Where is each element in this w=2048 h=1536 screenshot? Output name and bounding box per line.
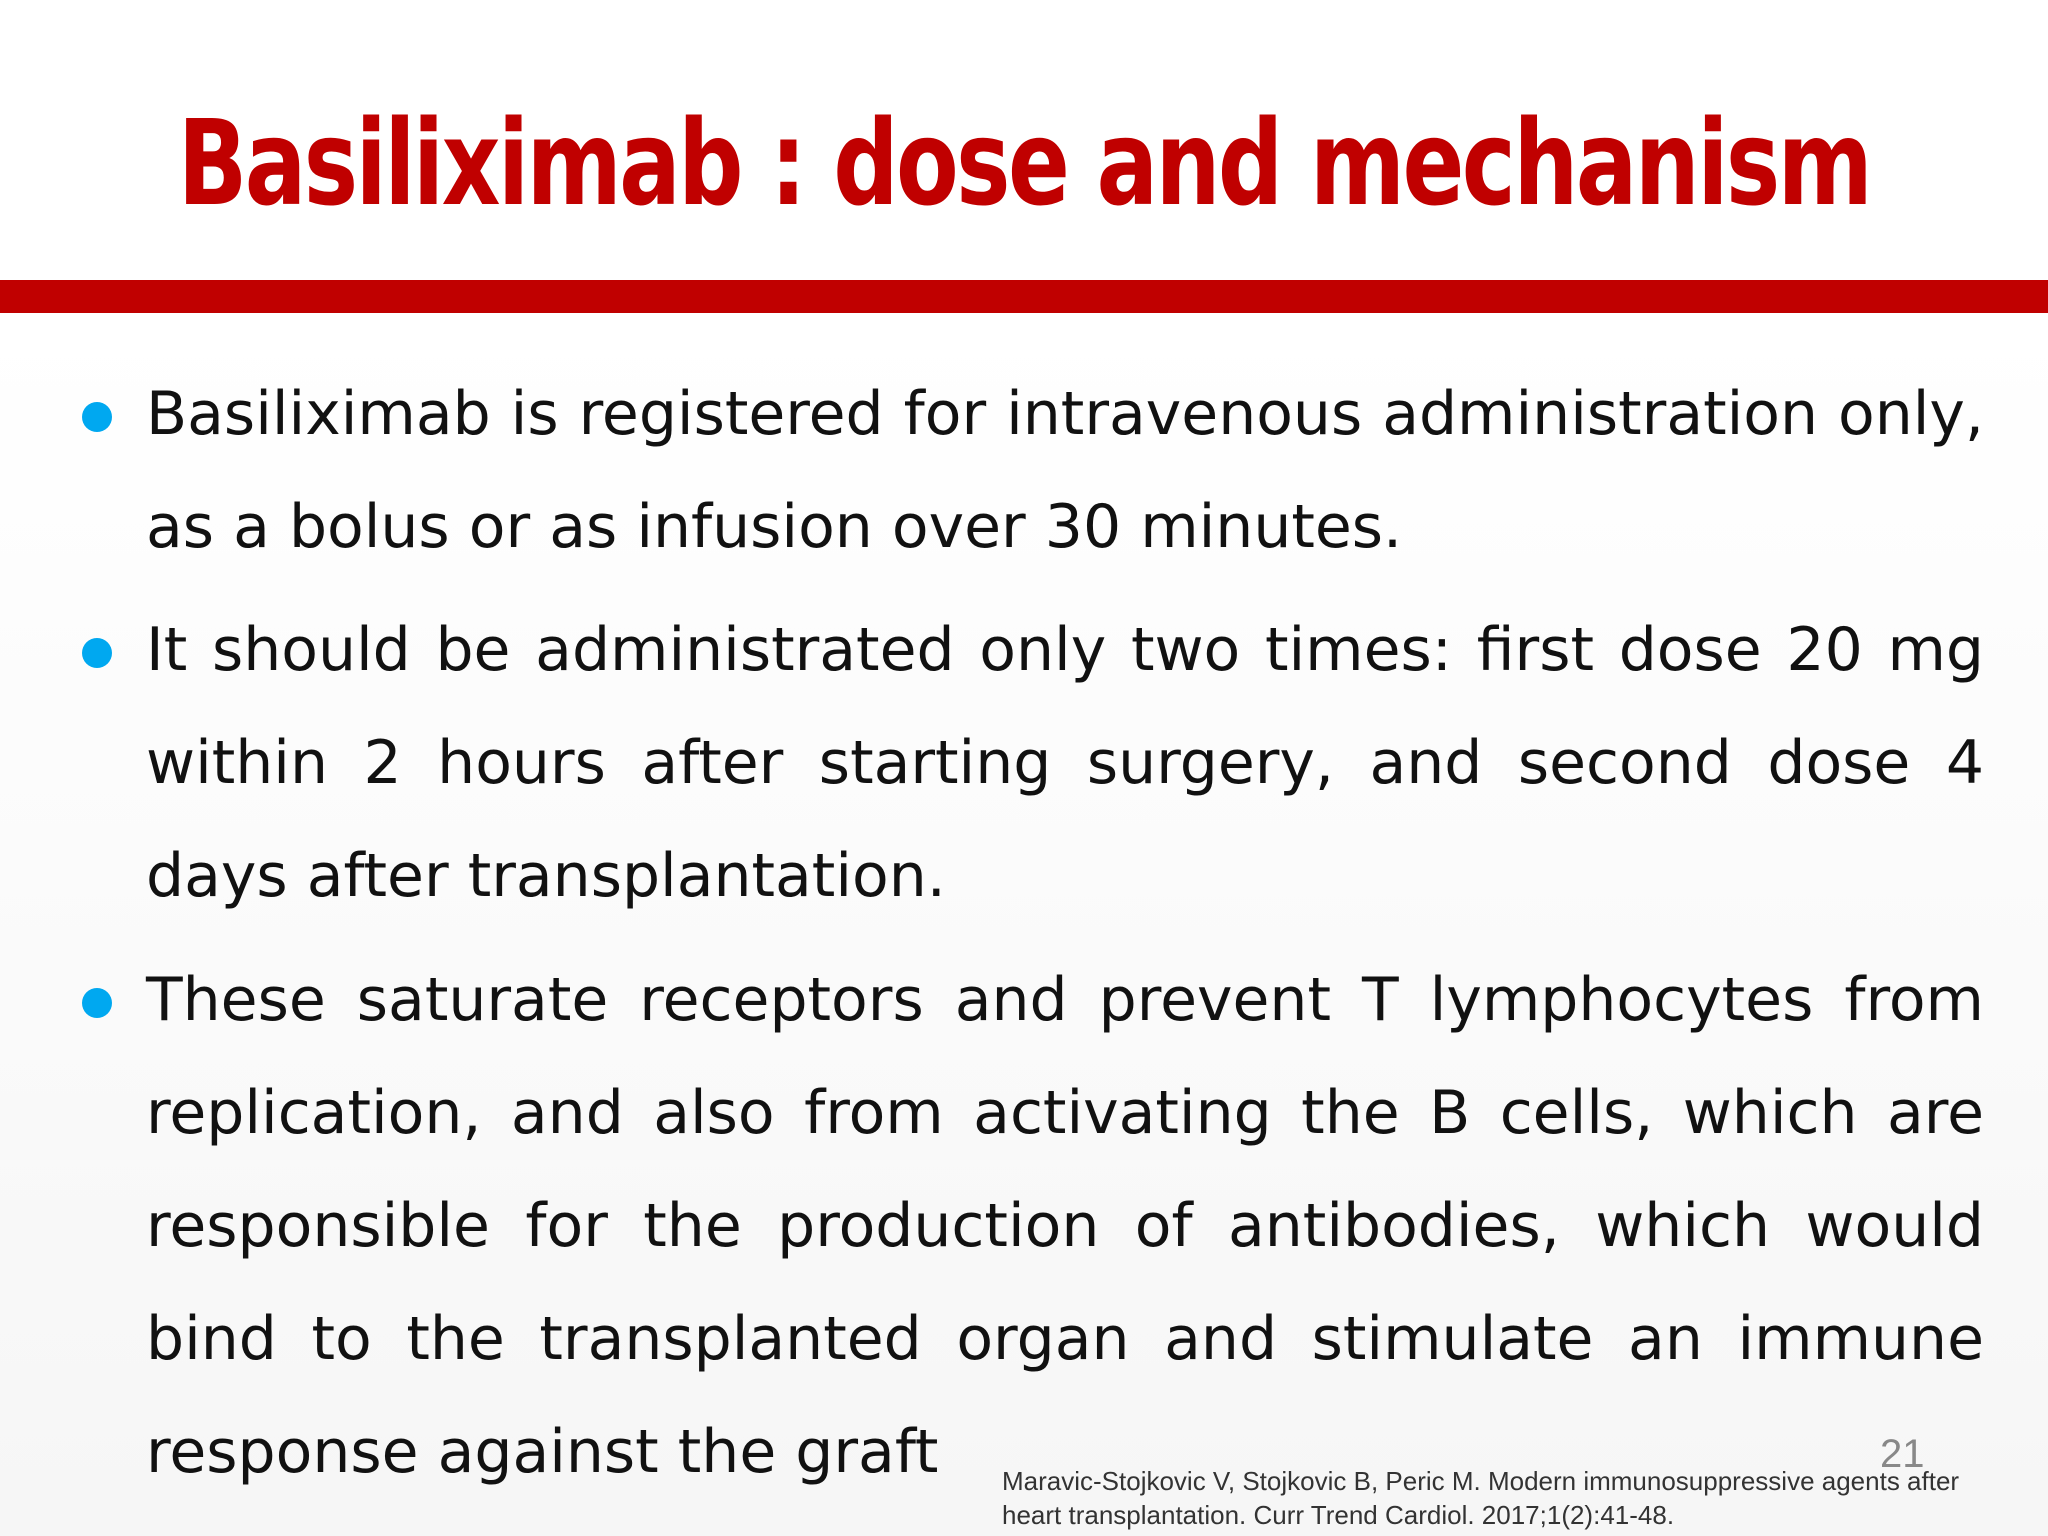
bullet-text: These saturate receptors and prevent T lymphocytes from replication, and also from activating the B cells, which are responsible for the production of antibodies, which would bind to the transplanted organ and stimulate an immune response against the graft [146,965,1984,1487]
slide-title: Basiliximab : dose and mechanism [177,94,1871,232]
bullet-item [146,944,1984,1509]
bullet-dot-icon [82,402,112,432]
bullet-text: It should be administrated only two times: first dose 20 mg within 2 hours after starting surgery, and second dose 4 days after transplantation. [146,615,1984,911]
bullet-dot-icon [82,988,112,1018]
bullet-item [146,358,1984,584]
bullet-dot-icon [82,638,112,668]
citation: Maravic-Stojkovic V, Stojkovic B, Peric M. Modern immunosuppressive agents after heart transplantation. Curr Trend Cardiol. 2017;1(2):41-48. [1002,1466,1960,1530]
page-number: 21 [1880,1432,1925,1476]
bullet-item [146,594,1984,933]
bullet-text: Basiliximab is registered for intravenous administration only, as a bolus or as infusion over 30 minutes. [146,379,1984,562]
